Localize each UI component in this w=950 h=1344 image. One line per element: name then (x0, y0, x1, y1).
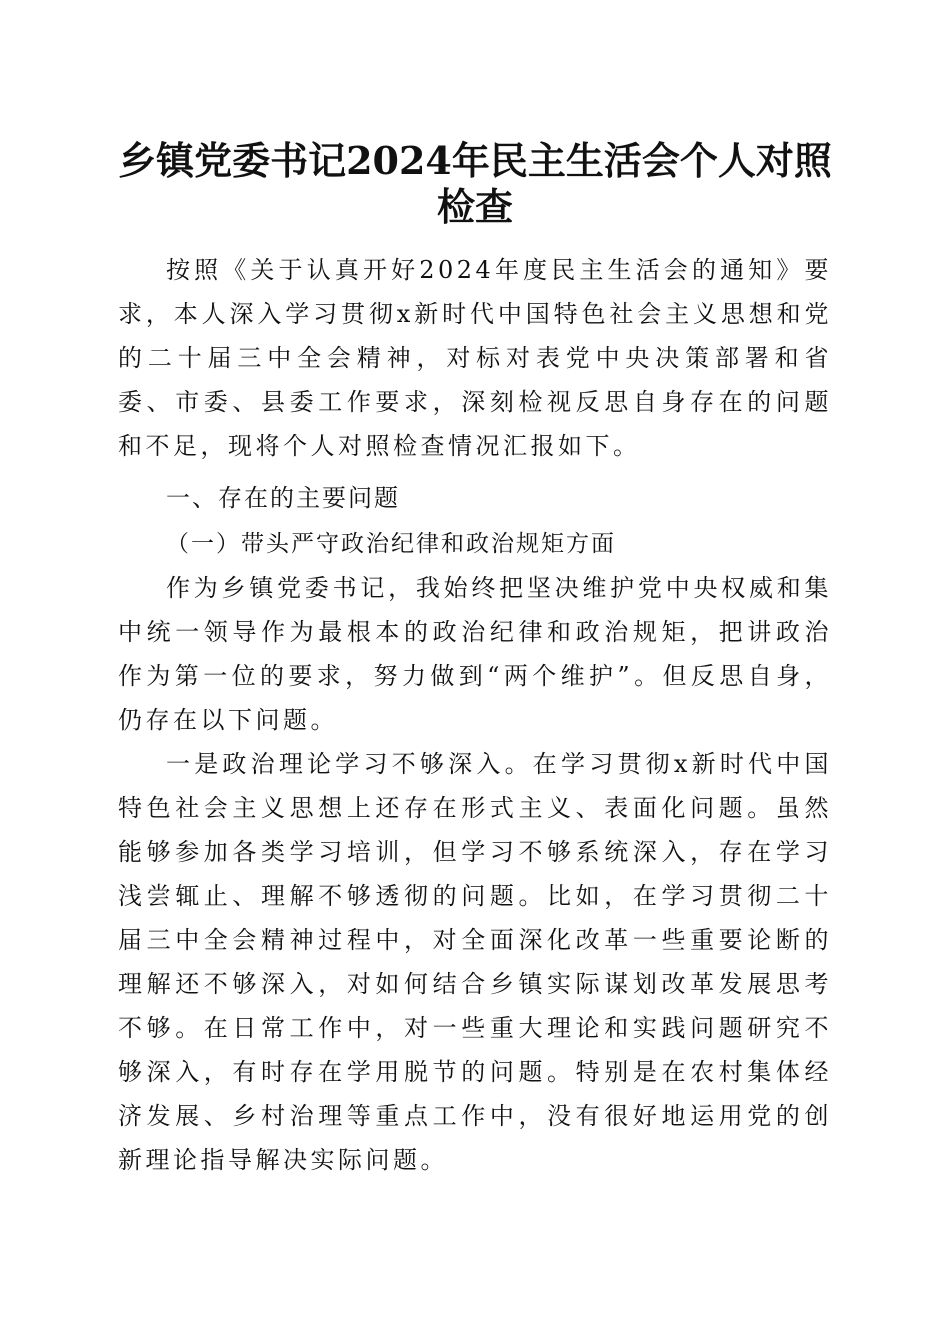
document-body (118, 248, 832, 1182)
document-title: 乡镇党委书记2024年民主生活会个人对照检查 (118, 138, 832, 229)
intro-paragraph: 按照《关于认真开好2024年度民主生活会的通知》要求，本人深入学习贯彻x新时代中国特色社会主义思想和党的二十届三中全会精神，对标对表党中央决策部署和省委、市委、县委工作要求，深刻检视反思自身存在的问题和不足，现将个人对照检查情况汇报如下。 (118, 256, 832, 460)
subsection-heading: （一）带头严守政治纪律和政治规矩方面 (166, 531, 616, 557)
section-heading: 一、存在的主要问题 (166, 484, 400, 512)
document-page (118, 138, 832, 1182)
body-paragraph: 一是政治理论学习不够深入。在学习贯彻x新时代中国特色社会主义思想上还存在形式主义、表面化问题。虽然能够参加各类学习培训，但学习不够系统深入，存在学习浅尝辄止、理解不够透彻的问题。比如，在学习贯彻二十届三中全会精神过程中，对全面深化改革一些重要论断的理解还不够深入，对如何结合乡镇实际谋划改革发展思考不够。在日常工作中，对一些重大理论和实践问题研究不够深入，有时存在学用脱节的问题。特别是在农村集体经济发展、乡村治理等重点工作中，没有很好地运用党的创新理论指导解决实际问题。 (118, 750, 832, 1174)
body-paragraph: 作为乡镇党委书记，我始终把坚决维护党中央权威和集中统一领导作为最根本的政治纪律和政治规矩，把讲政治作为第一位的要求，努力做到“两个维护”。但反思自身，仍存在以下问题。 (118, 574, 832, 734)
